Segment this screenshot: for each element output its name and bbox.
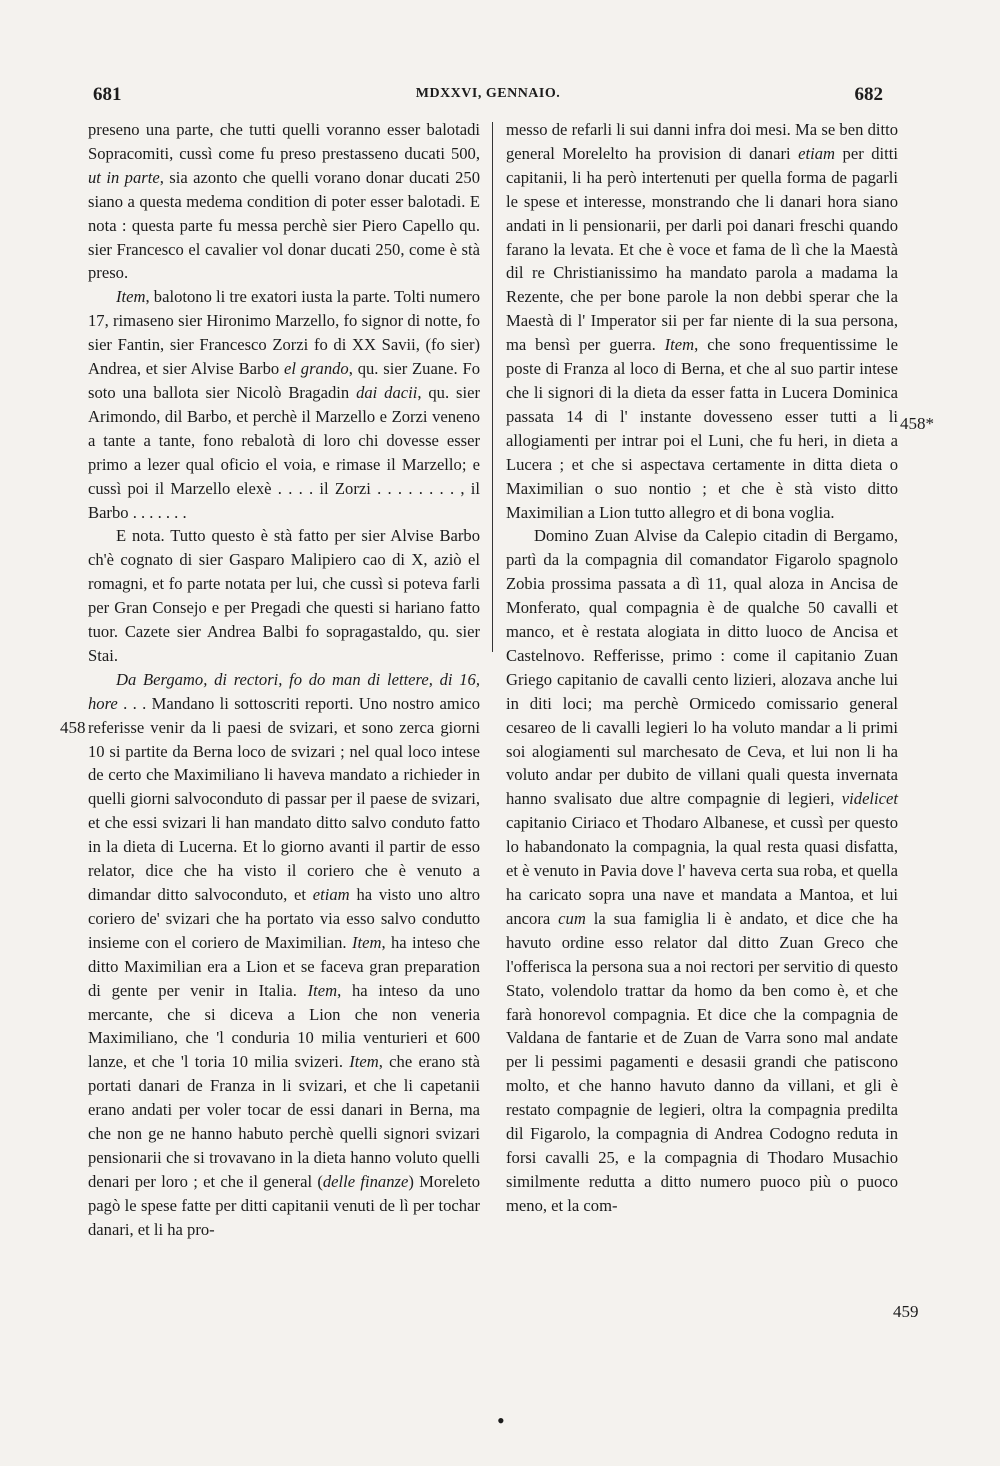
- paragraph: Da Bergamo, di rectori, fo do man di lettere, di 16, hore . . . Mandano li sottoscriti reporti. Uno nostro amico referisse venir da li paesi de svizari, et sono zerca giorni 10 si partite da Berna loco de svizari ; nel qual loco intese de certo che Maximiliano li haveva mandato a richieder in quelli giorni salvoconduto di passar per il paese de svizari, et che essi svizari li han mandato ditto salvo conduto fatto in la dieta di Lucerna. Et lo giorno avanti il partir de esso relator, dice che ha visto il coriero che è venuto a dimandar ditto salvoconduto, et etiam ha visto uno altro coriero de' svizari che ha portato via esso salvo condutto insieme con el coriero de Maximilian. Item, ha inteso che ditto Maximilian era a Lion et se faceva gran preparation di gente per venir in Italia. Item, ha inteso da uno mercante, che si diceva a Lion che non veneria Maximiliano, che 'l conduria 10 milia venturieri et 600 lanze, et che 'l toria 10 milia svizeri. Item, che erano stà portati danari de Franza in li svizari, et che li capetanii erano andati per voler tocar de essi danari in Berna, ma che non ge ne hanno habuto perchè quelli signori svizari pensionarii che si trovavano in la dieta hanno voluto quelli denari per loro ; et che il general (delle finanze) Moreleto pagò le spese fatte per ditti capitanii venuti de lì per tochar danari, et li ha pro-: [88, 669, 481, 1239]
- paragraph: Item, balotono li tre exatori iusta la parte. Tolti numero 17, rimaseno sier Hironimo Marzello, fo signor di notte, fo sier Fantin, sier Francesco Zorzi fo di XX Savii, (fo sier) Andrea, et sier Alvise Barbo el grando, qu. sier Zuane. Fo soto una ballota sier Nicolò Bragadin dai dacii, qu. sier Arimondo, dil Barbo, et perchè il Marzello e Zorzi veneno a tante a tante, fono rebalotà di loro chi dovesse esser primo a lezer qual oficio el voia, e rimase il Marzello; e cussì poi il Marzello elexè . . . . il Zorzi . . . . . . . . , il Barbo . . . . . . .: [88, 287, 480, 522]
- paragraph: preseno una parte, che tutti quelli voranno esser balotadi Sopracomiti, cussì come fu preso prestasseno ducati 500, ut in parte, sia azonto che quelli vorano donar ducati 250 siano a questa medema condition di poter esser balotadi. E nota : questa parte fu messa perchè sier Piero Capello qu. sier Francesco el cavalier vol donar ducati 250, come è stà preso.: [88, 120, 480, 283]
- running-title: MDXXVI, GENNAIO.: [415, 86, 561, 101]
- paragraph: Domino Zuan Alvise da Calepio citadin di Bergamo, partì da la compagnia dil comandator Figarolo spagnolo Zobia prossima passata a dì 11, qual aloza in Ancisa de Monferato, qual compagnia è de qualche 50 cavalli et manco, et è restata alogiata in ditto luoco de Ancisa et Castelnovo. Refferisse, primo : come il capitanio Zuan Griego capitanio de cavalli cento lizieri, alozava anche lui in diti loci; ma perchè Ormicedo comissario general cesareo de li cavalli legieri lo ha voluto mandar a li primi soi alogiamenti sul marchesato de Ceva, et lui non li ha voluto andar per dubito de villani quali questa invernata hanno svalisato due altre compagnie di legieri, videlicet capitanio Ciriaco et Thodaro Albanese, et cussì per questo lo habandonato la compagnia, la qual resta quasi disfatta, et è venuto in Pavia dove l' haveva certa sua roba, et quella ha caricato sopra una nave et mandata a Mantoa, et lui ancora cum la sua famiglia li è andato, et dice che ha havuto ordine esso relator dal ditto Zuan Greco che l'offerisca la persona sua a noi rectori per servitio di questo Stato, volendolo trattar da homo da ben como è, et che farà honorevol compagnia. Et dice che la compagnia de Valdana de fantarie et de Zuan de Varra sono mal andate per li pessimi pagamenti e desasii grandi che patiscono molto, et che hanno havuto danno da villani, et gli è restato compagnie de legieri, oltra la compagnia predilta dil Figarolo, la compagnia di Andrea Codogno reduta in forsi cavalli 25, e la compagnia di Thodaro Musachio similmente redutta a ditto numero puoco più o puoco meno, et la com-: [506, 526, 898, 1215]
- page-number-right: 682: [854, 84, 883, 105]
- page-number-left: 681: [93, 84, 122, 105]
- column-divider: [492, 122, 493, 652]
- left-text-column: [88, 118, 480, 1242]
- margin-note-right-458: 458*: [900, 414, 934, 433]
- paragraph: E nota. Tutto questo è stà fatto per sier Alvise Barbo ch'è cognato di sier Gasparo Malipiero cao di X, aziò el romagni, et fo parte notata per lui, che cussì si poteva farli per Gran Consejo e per Pregadi che questi si hariano fatto tuor. Cazete sier Andrea Balbi fo sopragastaldo, qu. sier Stai.: [88, 526, 480, 665]
- footer-mark: •: [497, 1408, 505, 1433]
- margin-note-left: 458: [60, 718, 86, 737]
- page-header: [93, 84, 883, 114]
- margin-note-right-459: 459: [893, 1302, 919, 1321]
- right-text-column: [506, 118, 898, 1218]
- paragraph: messo de refarli li sui danni infra doi mesi. Ma se ben ditto general Morelelto ha provision di danari etiam per ditti capitanii, li ha però intertenuti per quella forma de pagarli le spese et interesse, monstrando che li danari hora siano andati in li pensionarii, per darli poi danari freschi quando farano la levata. Et che è voce et fama de lì che la Maestà dil re Christianissimo ha mandato parola a madama la Rezente, che per bone parole la non debbi sperar che la Maestà di l' Imperator sii per far niente di la sua persona, ma bensì per guerra. Item, che sono frequentissime le poste di Franza al loco di Berna, et che al suo partir intese che li signori di la dieta da esser fatta in Lucera Dominica passata 14 di l' instante dovesseno esser tutti a li allogiamenti per intrar poi el Luni, che fu heri, in dieta a Lucera ; et che si aspectava certamente in ditta dieta o Maximilian o suo nontio ; et che è stà visto ditto Maximilian a Lion tutto allegro et di bona voglia.: [506, 120, 898, 522]
